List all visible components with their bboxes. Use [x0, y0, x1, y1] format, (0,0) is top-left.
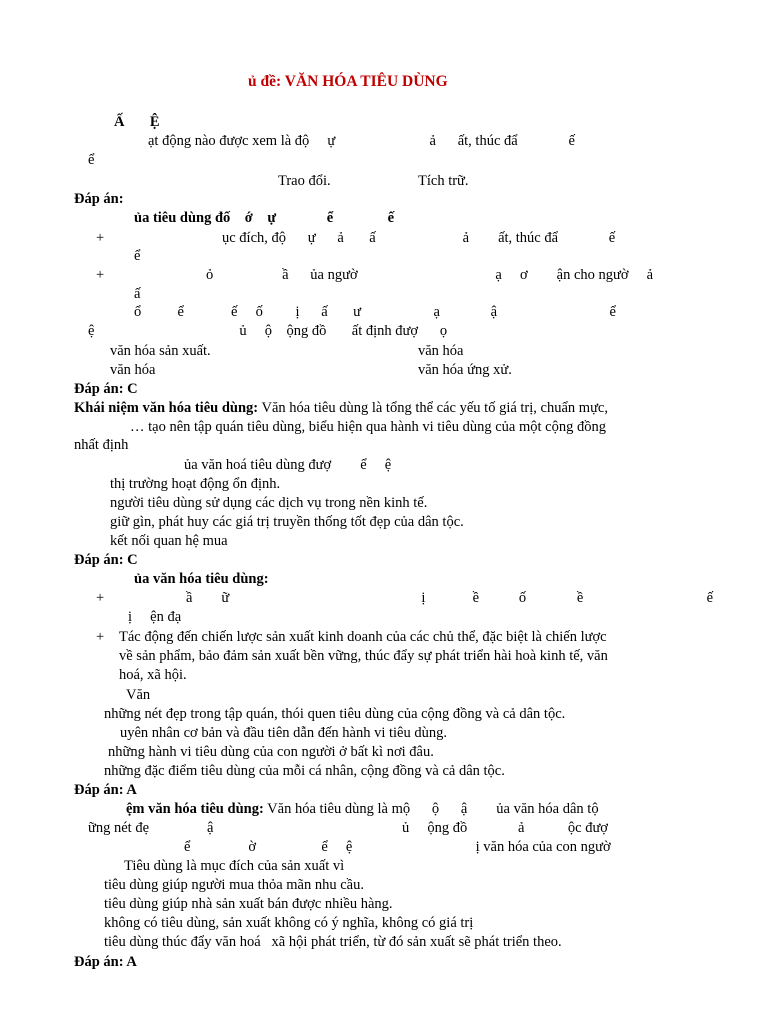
question-3-option-c: giữ gìn, phát huy các giá trị truyền thống tốt đẹp của dân tộc.: [110, 514, 464, 530]
question-3-answer: Đáp án: C: [74, 552, 138, 568]
question-4-feature-cont: ững nét đẹ ậ ủ ộng đồ ả ộc đượ: [88, 820, 608, 836]
question-5-answer: Đáp án: A: [74, 954, 137, 970]
question-1-option-b: Trao đổi.: [278, 173, 331, 189]
question-4-feature-end: ể ờ ể ệ ị văn hóa của con ngườ: [184, 839, 611, 855]
question-3-option-d: kết nối quan hệ mua: [110, 533, 228, 549]
feature-label: ệm văn hóa tiêu dùng:: [126, 801, 264, 817]
question-2-option-c: văn hóa: [110, 362, 156, 378]
question-3-point-2-cont: về sản phẩm, bảo đảm sản xuất bền vững, thúc đẩy sự phát triển hài hoà kinh tế, văn: [119, 648, 608, 664]
question-5-option-b: tiêu dùng giúp nhà sản xuất bán được nhiều hàng.: [104, 896, 393, 912]
bullet-plus: +: [96, 267, 105, 283]
question-2-answer: Đáp án: C: [74, 381, 138, 397]
question-3-explanation-heading: ủa văn hóa tiêu dùng:: [134, 571, 269, 587]
question-1-point-2-cont: ấ: [134, 286, 141, 302]
question-3-point-2-end: hoá, xã hội.: [119, 667, 187, 683]
question-1-option-d: Tích trữ.: [418, 173, 469, 189]
question-5-option-d: tiêu dùng thúc đẩy văn hoá xã hội phát triển, từ đó sản xuất sẽ phát triển theo.: [104, 934, 562, 950]
question-3-stem: ủa văn hoá tiêu dùng đượ ể ệ: [184, 457, 392, 473]
question-4-option-a: những nét đẹp trong tập quán, thói quen tiêu dùng của cộng đồng và cả dân tộc.: [104, 706, 566, 722]
question-2-stem: ổ ể ế ố ị ấ ư ạ ậ ể: [134, 304, 616, 320]
question-2-stem-cont: ệ ủ ộ ộng đồ ất định đượ ọ: [88, 323, 448, 339]
question-5-option-c: không có tiêu dùng, sản xuất không có ý nghĩa, không có giá trị: [104, 915, 474, 931]
question-1-answer: Đáp án:: [74, 191, 124, 207]
question-2-option-b: văn hóa: [418, 343, 464, 359]
concept-text: Văn hóa tiêu dùng là tổng thể các yếu tố giá trị, chuẩn mực,: [261, 400, 608, 416]
question-4-stem: Văn: [126, 687, 151, 703]
question-4-answer: Đáp án: A: [74, 782, 137, 798]
section-heading: Ấ Ệ: [114, 114, 160, 130]
bullet-plus: +: [96, 590, 105, 606]
question-4-option-d: những đặc điểm tiêu dùng của mỗi cá nhân, cộng đồng và cả dân tộc.: [104, 763, 505, 779]
question-4-option-b: uyên nhân cơ bản và đầu tiên dẫn đến hành vi tiêu dùng.: [120, 725, 447, 741]
concept-label: Khái niệm văn hóa tiêu dùng:: [74, 400, 259, 416]
question-5-stem: Tiêu dùng là mục đích của sản xuất vì: [124, 858, 345, 874]
question-2-option-a: văn hóa sản xuất.: [110, 343, 211, 359]
question-1-point-2: ỏ ầ ủa ngườ ạ ơ ận cho ngườ ả: [206, 267, 654, 283]
question-3-point-1-cont: ị ện đạ: [128, 609, 182, 625]
question-1-point-1-cont: ể: [134, 248, 141, 264]
question-2-option-d: văn hóa ứng xử.: [418, 362, 512, 378]
question-5-option-a: tiêu dùng giúp người mua thỏa mãn nhu cầu.: [104, 877, 364, 893]
question-3-point-1: ầ ữ ị ề ố ề ế: [186, 590, 714, 606]
question-1-point-1: ục đích, độ ự ả ấ ả ất, thúc đẩ ế: [222, 230, 616, 246]
question-1-stem-cont: ể: [88, 152, 95, 168]
document-title: ủ đề: VĂN HÓA TIÊU DÙNG: [248, 73, 448, 90]
question-4-option-c: những hành vi tiêu dùng của con người ở bất kì nơi đâu.: [108, 744, 434, 760]
question-3-point-2: Tác động đến chiến lược sản xuất kinh doanh của các chủ thể, đặc biệt là chiến lược: [119, 629, 607, 645]
question-4-feature: [126, 800, 599, 818]
question-2-concept-end: nhất định: [74, 437, 129, 453]
question-1-stem: ạt động nào được xem là độ ự ả ất, thúc đẩ ế: [148, 133, 575, 149]
question-1-explanation-heading: ủa tiêu dùng đố ớ ự ể ế: [134, 210, 395, 226]
question-3-option-b: người tiêu dùng sử dụng các dịch vụ trong nền kinh tế.: [110, 495, 428, 511]
question-3-option-a: thị trường hoạt động ổn định.: [110, 476, 281, 492]
feature-text: Văn hóa tiêu dùng là mộ ộ ậ ủa văn hóa dân tộ: [267, 801, 599, 817]
bullet-plus: +: [96, 629, 105, 645]
question-2-concept: [74, 399, 608, 417]
question-2-concept-cont: … tạo nên tập quán tiêu dùng, biểu hiện qua hành vi tiêu dùng của một cộng đồng: [130, 419, 606, 435]
bullet-plus: +: [96, 230, 105, 246]
